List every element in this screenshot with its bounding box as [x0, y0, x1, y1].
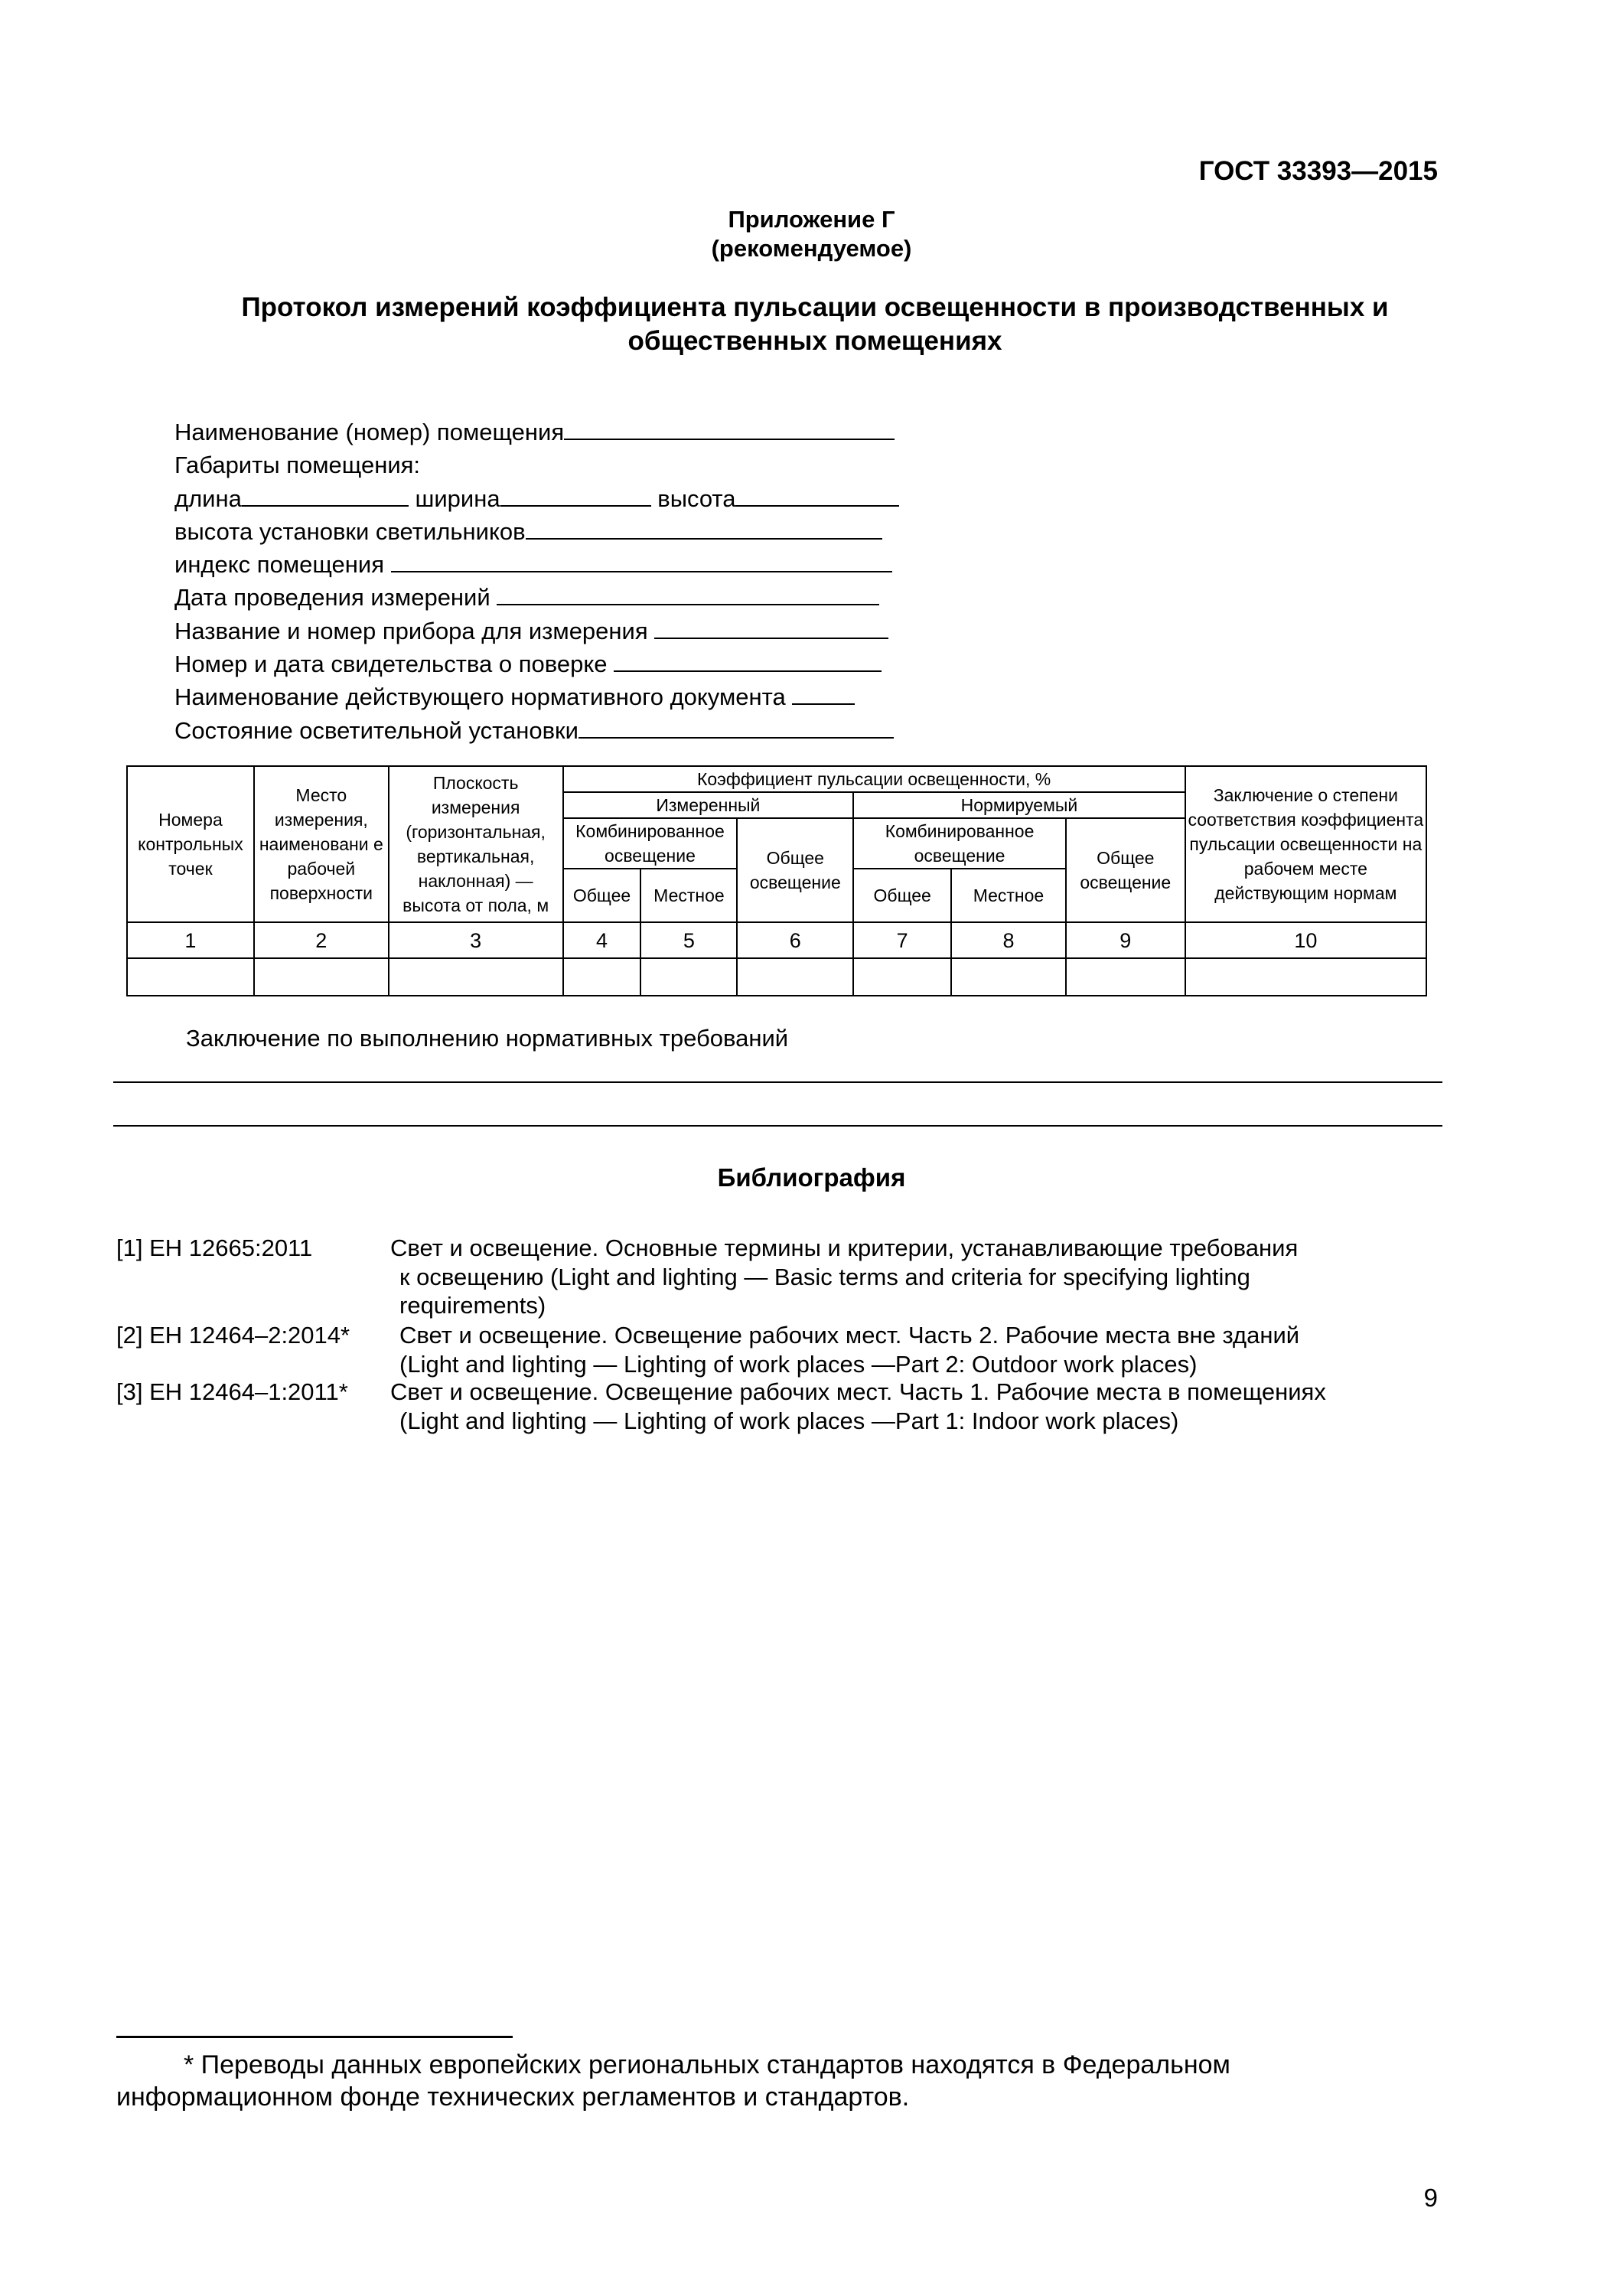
field-room-index: индекс помещения: [174, 548, 899, 581]
header-measured: Измеренный: [563, 792, 854, 818]
header-pulsation-group: Коэффициент пульсации освещенности, %: [563, 766, 1185, 792]
header-measured-general: Общее: [563, 869, 641, 922]
column-number: 2: [254, 922, 389, 958]
table-cell: [254, 958, 389, 996]
conclusion-line-1: [113, 1081, 1442, 1083]
field-dimensions: Габариты помещения:: [174, 452, 421, 479]
conclusion-label: Заключение по выполнению нормативных требований: [186, 1025, 789, 1052]
header-conclusion: Заключение о степени соответствия коэффициента пульсации освещенности на рабочем месте действующим нормам: [1185, 766, 1426, 922]
header-normalized-local: Местное: [951, 869, 1066, 922]
column-number: 10: [1185, 922, 1426, 958]
column-number: 9: [1066, 922, 1185, 958]
bibliography-title: Библиография: [717, 1163, 906, 1192]
field-date-line: [497, 582, 879, 605]
field-room-name-line: [564, 417, 895, 440]
field-certificate-line: [614, 649, 882, 672]
field-norm-doc-line: [792, 682, 855, 705]
bibliography-code: [3] ЕН 12464–1:2011*: [116, 1378, 348, 1405]
table-cell: [1185, 958, 1426, 996]
header-place: Место измерения, наименовани е рабочей поверхности: [254, 766, 389, 922]
appendix-heading: [0, 205, 1623, 263]
field-state: Состояние осветительной установки: [174, 714, 899, 747]
bibliography-code: [2] ЕН 12464–2:2014*: [116, 1322, 350, 1349]
field-state-line: [578, 716, 894, 739]
page-number: 9: [1423, 2183, 1438, 2212]
column-numbers-row: [127, 922, 1426, 958]
table-cell: [563, 958, 641, 996]
field-height-line: [735, 484, 899, 507]
field-room-index-line: [391, 550, 892, 572]
field-norm-doc: Наименование действующего нормативного документа: [174, 680, 899, 713]
appendix-status: (рекомендуемое): [711, 235, 912, 262]
table-cell: [1066, 958, 1185, 996]
bibliography-text: Свет и освещение. Освещение рабочих мест. Часть 1. Рабочие места в помещениях (Light and lighting — Lighting of work places —Part 1: Indoor work places): [390, 1378, 1326, 1434]
field-luminaire-height: высота установки светильников: [174, 515, 899, 548]
table-cell: [640, 958, 737, 996]
header-normalized: Нормируемый: [853, 792, 1185, 818]
table-cell: [737, 958, 853, 996]
column-number: 7: [853, 922, 951, 958]
header-plane: Плоскость измерения (горизонтальная, вертикальная, наклонная) — высота от пола, м: [389, 766, 563, 922]
header-normalized-general: Общее: [853, 869, 951, 922]
field-length-line: [242, 484, 409, 507]
header-normalized-combined: Комбинированное освещение: [853, 818, 1066, 869]
protocol-fields: [174, 416, 899, 747]
field-instrument-line: [654, 616, 888, 639]
bibliography-text: Свет и освещение. Основные термины и критерии, устанавливающие требования к освещению (Light and lighting — Basic terms and criteria for specifying lighting requirements): [390, 1234, 1299, 1319]
column-number: 1: [127, 922, 254, 958]
field-size: длина ширина высота: [174, 482, 899, 515]
field-certificate: Номер и дата свидетельства о поверке: [174, 647, 899, 680]
column-number: 5: [640, 922, 737, 958]
field-width-line: [500, 484, 651, 507]
table-cell: [951, 958, 1066, 996]
column-number: 3: [389, 922, 563, 958]
header-measured-general-light: Общее освещение: [737, 818, 853, 922]
header-normalized-general-light: Общее освещение: [1066, 818, 1185, 922]
header-measured-combined: Комбинированное освещение: [563, 818, 738, 869]
table-cell: [389, 958, 563, 996]
table-cell: [127, 958, 254, 996]
footnote-separator: [116, 2036, 513, 2038]
column-number: 8: [951, 922, 1066, 958]
column-number: 6: [737, 922, 853, 958]
bibliography-text: Свет и освещение. Освещение рабочих мест. Часть 2. Рабочие места вне зданий (Light and lighting — Lighting of work places —Part 2: Outdoor work places): [399, 1322, 1300, 1378]
field-room-name: Наименование (номер) помещения: [174, 416, 899, 448]
table-empty-row: [127, 958, 1426, 996]
header-points: Номера контрольных точек: [127, 766, 254, 922]
protocol-table: [126, 765, 1427, 996]
appendix-title: Приложение Г: [728, 206, 895, 233]
conclusion-line-2: [113, 1125, 1442, 1127]
header-measured-local: Местное: [640, 869, 737, 922]
field-instrument: Название и номер прибора для измерения: [174, 615, 899, 647]
table-cell: [853, 958, 951, 996]
protocol-title: [161, 291, 1469, 358]
column-number: 4: [563, 922, 641, 958]
document-code: ГОСТ 33393—2015: [1198, 156, 1438, 186]
protocol-title-line1: Протокол измерений коэффициента пульсации освещенности в производственных и: [241, 292, 1389, 322]
field-date: Дата проведения измерений: [174, 581, 899, 614]
protocol-title-line2: общественных помещениях: [627, 326, 1002, 356]
field-luminaire-height-line: [526, 517, 882, 540]
bibliography-code: [1] ЕН 12665:2011: [116, 1234, 313, 1261]
footnote: * Переводы данных европейских региональных стандартов находятся в Федеральном информационном фонде технических регламентов и стандартов.: [116, 2050, 1230, 2112]
